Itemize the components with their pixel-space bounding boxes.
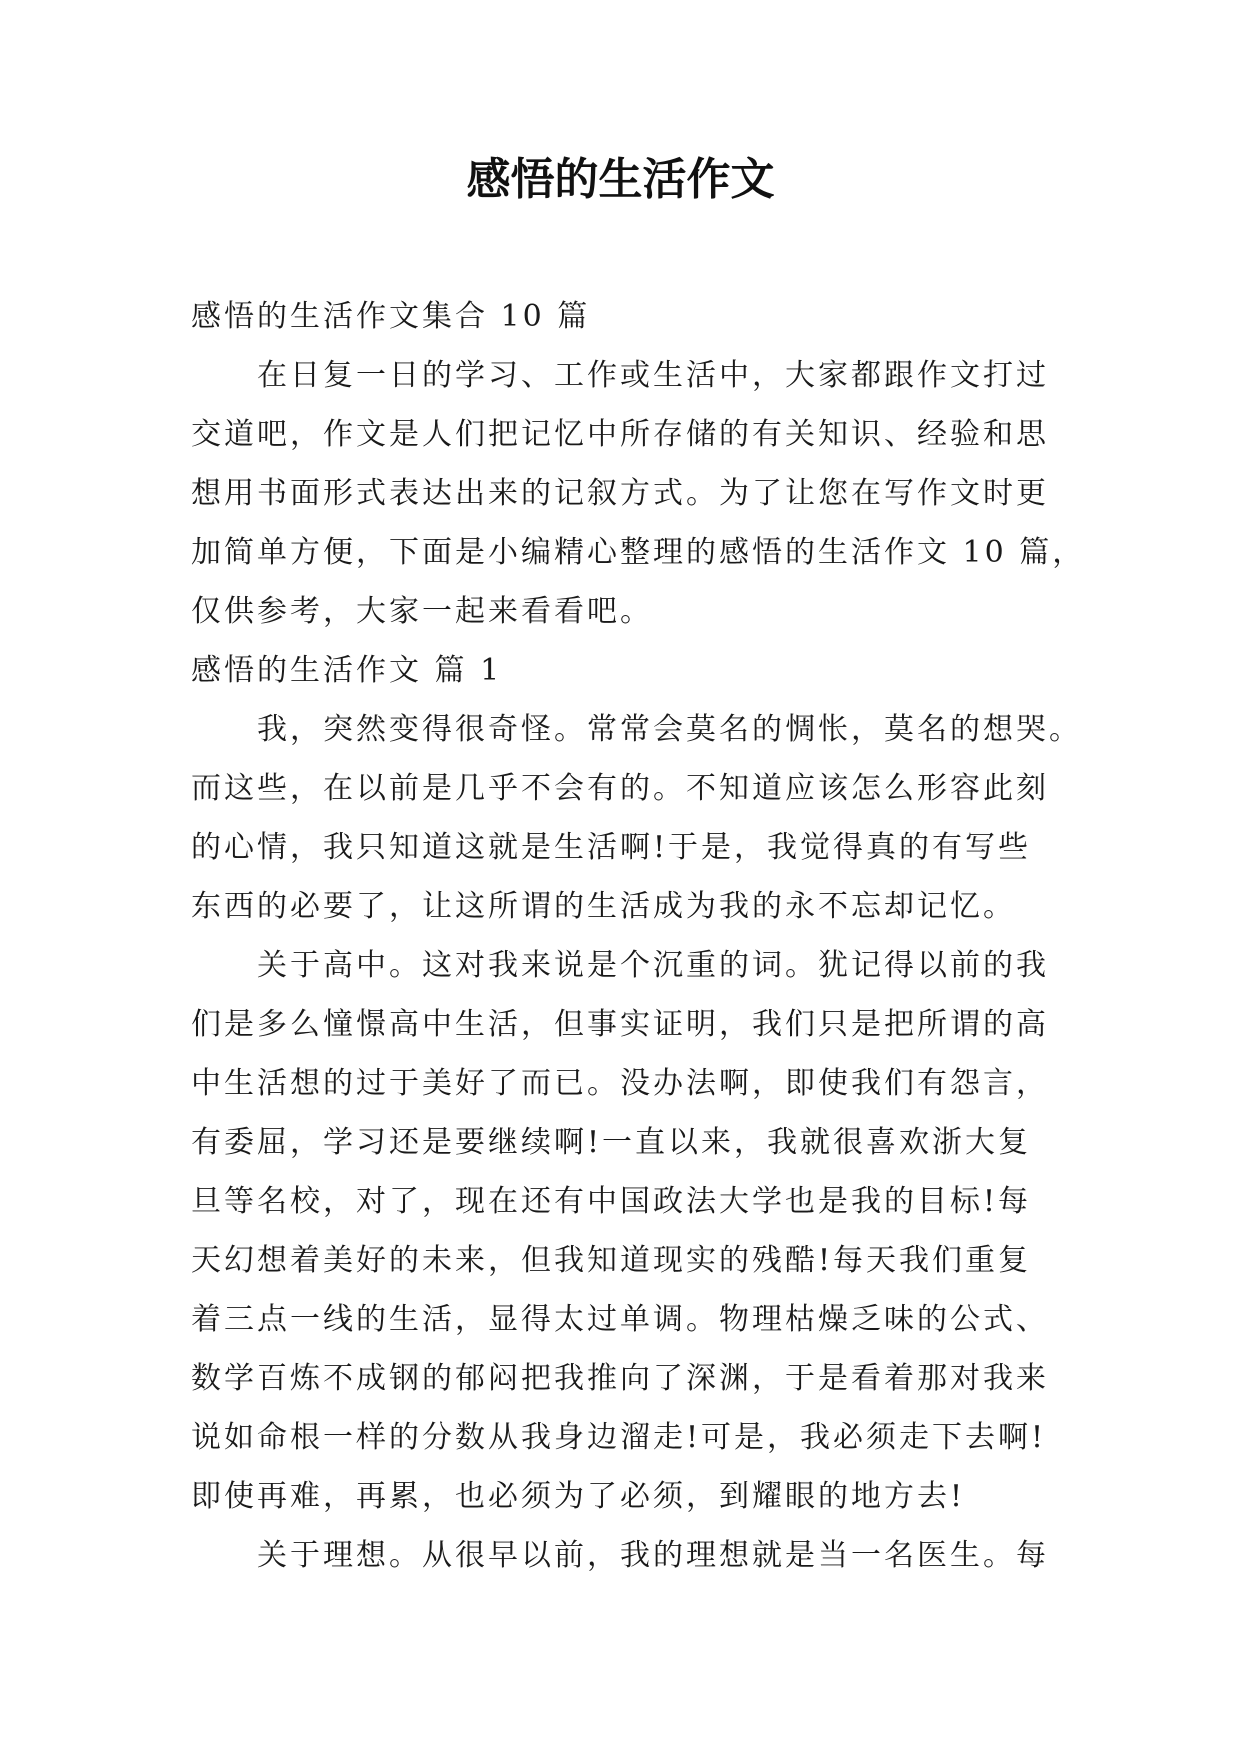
text-line: 说如命根一样的分数从我身边溜走!可是，我必须走下去啊! [191,1420,1047,1455]
text-line: 我，突然变得很奇怪。常常会莫名的惆怅，莫名的想哭。 [257,712,1082,747]
text-line: 在日复一日的学习、工作或生活中，大家都跟作文打过 [257,358,1049,393]
text-line: 即使再难，再累，也必须为了必须，到耀眼的地方去! [191,1479,966,1514]
text-line: 们是多么憧憬高中生活，但事实证明，我们只是把所谓的高 [191,1007,1049,1042]
text-line: 东西的必要了，让这所谓的生活成为我的永不忘却记忆。 [191,889,1016,924]
text-line: 交道吧，作文是人们把记忆中所存储的有关知识、经验和思 [191,417,1049,452]
document-body [191,287,1086,1585]
text-line: 着三点一线的生活，显得太过单调。物理枯燥乏味的公式、 [191,1302,1049,1337]
text-line: 关于理想。从很早以前，我的理想就是当一名医生。每 [257,1538,1049,1573]
text-line: 旦等名校，对了，现在还有中国政法大学也是我的目标!每 [191,1184,1032,1219]
text-line: 感悟的生活作文集合 10 篇 [191,299,591,334]
text-line: 数学百炼不成钢的郁闷把我推向了深渊，于是看着那对我来 [191,1361,1049,1396]
text-line: 天幻想着美好的未来，但我知道现实的残酷!每天我们重复 [191,1243,1032,1278]
text-line: 想用书面形式表达出来的记叙方式。为了让您在写作文时更 [191,476,1049,511]
text-line: 而这些，在以前是几乎不会有的。不知道应该怎么形容此刻 [191,771,1049,806]
text-line: 的心情，我只知道这就是生活啊!于是，我觉得真的有写些 [191,830,1032,865]
text-line: 仅供参考，大家一起来看看吧。 [191,594,653,629]
text-line: 感悟的生活作文 篇 1 [191,653,503,688]
text-line: 中生活想的过于美好了而已。没办法啊，即使我们有怨言， [191,1066,1049,1101]
document-title: 感悟的生活作文 [466,154,775,205]
text-line: 关于高中。这对我来说是个沉重的词。犹记得以前的我 [257,948,1049,983]
text-line: 加简单方便，下面是小编精心整理的感悟的生活作文 10 篇， [191,535,1086,570]
text-line: 有委屈，学习还是要继续啊!一直以来，我就很喜欢浙大复 [191,1125,1032,1160]
